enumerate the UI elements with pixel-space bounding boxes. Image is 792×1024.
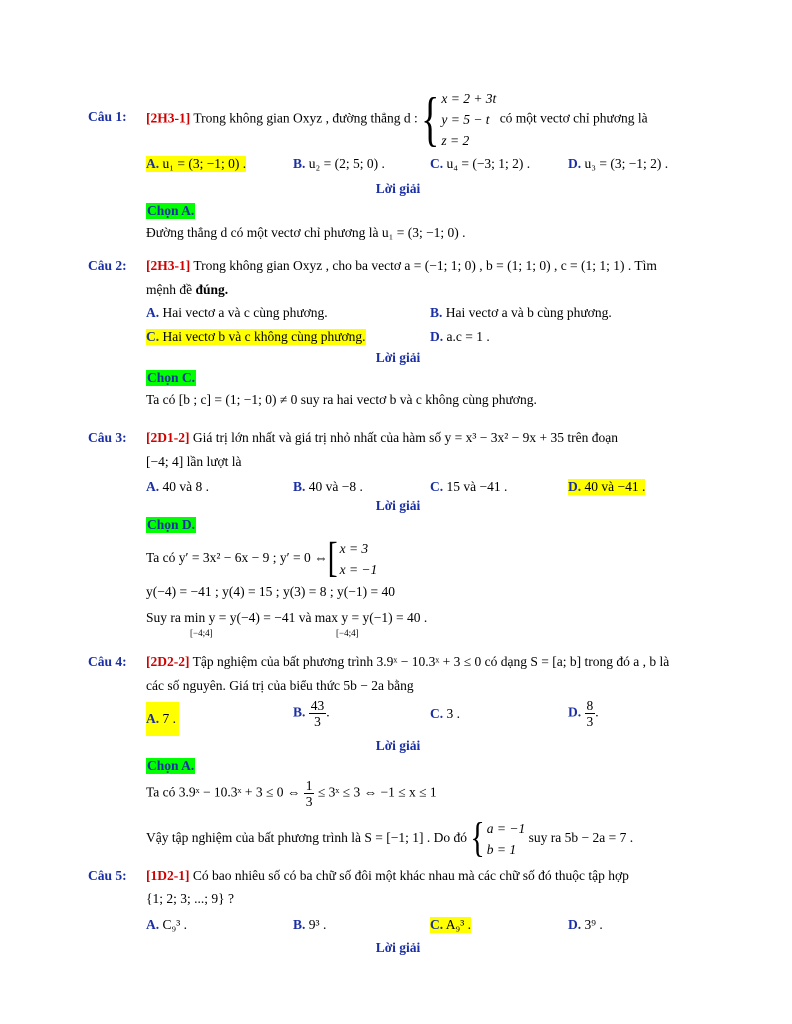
option-b[interactable]: B. $\frac{43}{3}$ . bbox=[293, 698, 330, 729]
question-label: Câu 4: bbox=[88, 654, 127, 669]
answer-choice: Chọn C. bbox=[147, 370, 196, 385]
question-code: [2H3-1] bbox=[146, 258, 191, 273]
question-stem-line-2: các số nguyên. Giá trị của biểu thức 5b − 2a bằng bbox=[146, 678, 414, 693]
system-bracket: [ bbox=[327, 535, 338, 582]
fraction: $\frac{8}{3}$ bbox=[586, 698, 594, 729]
question-label: Câu 2: bbox=[88, 258, 127, 273]
option-c[interactable]: C. 3 . bbox=[430, 706, 460, 721]
question-code: [2D1-2] bbox=[146, 430, 190, 445]
option-a[interactable]: A. Hai vectơ a và c cùng phương. bbox=[146, 305, 328, 320]
answer-choice: Chọn A. bbox=[147, 758, 195, 773]
fraction: $\frac{43}{3}$ bbox=[310, 698, 325, 729]
stem-text-post: có một vectơ chỉ phương là bbox=[499, 110, 648, 126]
question-label: Câu 1: bbox=[88, 109, 127, 124]
option-c[interactable]: C. u₄ = (−3; 1; 2) . bbox=[430, 156, 531, 171]
answer-choice: Chọn D. bbox=[147, 517, 196, 532]
option-c[interactable]: C. A₉³ . bbox=[430, 917, 472, 932]
max-subscript: [−4;4] bbox=[336, 628, 359, 638]
question-stem-line-1: [2H3-1] Trong không gian Oxyz , cho ba vectơ a = (−1; 1; 0) , b = (1; 1; 0) , c = (1; 1; 1) . Tìm bbox=[146, 258, 657, 273]
solution-heading: Lời giải bbox=[375, 738, 421, 753]
option-a[interactable]: A. u₁ = (3; −1; 0) . bbox=[146, 156, 247, 171]
answer-choice: Chọn A. bbox=[147, 203, 195, 218]
option-a[interactable]: A. C₉³ . bbox=[146, 917, 188, 932]
question-stem-line-2: [−4; 4] lần lượt là bbox=[146, 454, 242, 469]
question-label: Câu 3: bbox=[88, 430, 127, 445]
solution-heading: Lời giải bbox=[375, 940, 421, 955]
solution-line-1: Ta có 3.9ˣ − 10.3ˣ + 3 ≤ 0 ⇔ $\frac{1}{3}$ ≤ 3ˣ ≤ 3 ⇔ −1 ≤ x ≤ 1 bbox=[146, 778, 437, 809]
stem-text-pre: Trong không gian Oxyz , đường thẳng d : bbox=[193, 110, 418, 126]
solution-line: Đường thẳng d có một vectơ chỉ phương là u₁ = (3; −1; 0) . bbox=[146, 225, 466, 240]
min-subscript: [−4;4] bbox=[190, 628, 213, 638]
roots-system: x = 3 x = −1 bbox=[339, 541, 378, 577]
solution-line-2: Vậy tập nghiệm của bất phương trình là S = [−1; 1] . Do đó { a = −1 b = 1 suy ra 5b − 2a = 7 . bbox=[146, 815, 634, 862]
question-stem bbox=[146, 85, 708, 154]
option-c[interactable]: C. Hai vectơ b và c không cùng phương. bbox=[146, 329, 366, 344]
question-stem-line-2: mệnh đề đúng. bbox=[146, 282, 229, 297]
solution-values: y(−4) = −41 ; y(4) = 15 ; y(3) = 8 ; y(−1) = 40 bbox=[146, 584, 396, 599]
equation-x: x = 2 + 3t bbox=[441, 91, 497, 106]
solution-line: Ta có [b ; c] = (1; −1; 0) ≠ 0 suy ra hai vectơ b và c không cùng phương. bbox=[146, 392, 537, 407]
equation-z: z = 2 bbox=[441, 133, 470, 148]
option-a[interactable]: A. 7 . bbox=[146, 702, 179, 736]
option-a[interactable]: A. 40 và 8 . bbox=[146, 479, 209, 494]
option-d[interactable]: D. u₃ = (3; −1; 2) . bbox=[568, 156, 669, 171]
question-stem-line-1: [2D1-2] Giá trị lớn nhất và giá trị nhỏ nhất của hàm số y = x³ − 3x² − 9x + 35 trên đoạn bbox=[146, 430, 618, 445]
question-label: Câu 5: bbox=[88, 868, 127, 883]
fraction: $\frac{1}{3}$ bbox=[305, 778, 313, 809]
solution-heading: Lời giải bbox=[375, 498, 421, 513]
solution-conclusion: Suy ra min y = y(−4) = −41 và max y = y(−1) = 40 . bbox=[146, 610, 428, 625]
line-equation-system bbox=[441, 88, 496, 151]
equation-y: y = 5 − t bbox=[441, 112, 490, 127]
solution-derivative: Ta có y′ = 3x² − 6x − 9 ; y′ = 0 ⇔[ x = 3 x = −1 bbox=[146, 535, 378, 582]
option-d[interactable]: D. 3⁹ . bbox=[568, 917, 603, 932]
option-c[interactable]: C. 15 và −41 . bbox=[430, 479, 508, 494]
question-code: [2H3-1] bbox=[146, 110, 191, 126]
question-stem-line-1: [1D2-1] Có bao nhiêu số có ba chữ số đôi một khác nhau mà các chữ số đó thuộc tập hợp bbox=[146, 868, 629, 883]
question-code: [2D2-2] bbox=[146, 654, 190, 669]
question-stem-line-2: {1; 2; 3; ...; 9} ? bbox=[146, 891, 234, 906]
option-b[interactable]: B. Hai vectơ a và b cùng phương. bbox=[430, 305, 612, 320]
option-d[interactable]: D. $\frac{8}{3}$ . bbox=[568, 698, 599, 729]
option-b[interactable]: B. 40 và −8 . bbox=[293, 479, 363, 494]
question-code: [1D2-1] bbox=[146, 868, 190, 883]
system-brace: { bbox=[421, 85, 440, 154]
question-stem-line-1: [2D2-2] Tập nghiệm của bất phương trình 3.9ˣ − 10.3ˣ + 3 ≤ 0 có dạng S = [a; b] trong đó a , b là bbox=[146, 654, 670, 669]
solution-heading: Lời giải bbox=[375, 350, 421, 365]
option-d[interactable]: D. a.c = 1 . bbox=[430, 329, 490, 344]
option-b[interactable]: B. u₂ = (2; 5; 0) . bbox=[293, 156, 385, 171]
option-d[interactable]: D. 40 và −41 . bbox=[568, 479, 646, 494]
ab-system: a = −1 b = 1 bbox=[486, 821, 526, 857]
system-brace: { bbox=[470, 815, 485, 862]
solution-heading: Lời giải bbox=[375, 181, 421, 196]
option-b[interactable]: B. 9³ . bbox=[293, 917, 327, 932]
